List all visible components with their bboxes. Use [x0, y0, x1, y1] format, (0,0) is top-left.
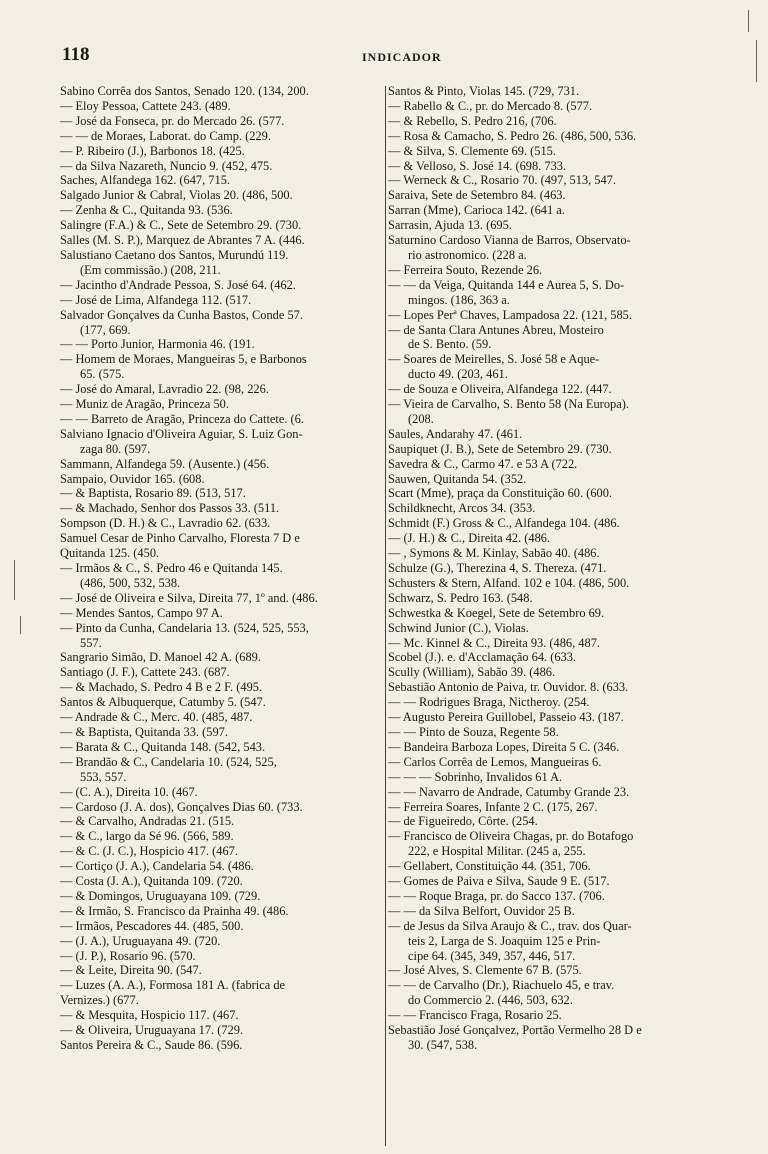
directory-entry-line: — Ferreira Souto, Rezende 26.	[388, 262, 543, 277]
directory-entry-line: (Em commissão.) (208, 211.	[80, 262, 221, 277]
directory-entry-line: Schmidt (F.) Gross & C., Alfandega 104. (486.	[388, 516, 620, 531]
directory-entry-line: Sarran (Mme), Carioca 142. (641 a.	[388, 203, 565, 218]
directory-entry-line: — José Alves, S. Clemente 67 B. (575.	[388, 963, 582, 978]
directory-entry-line: Quitanda 125. (450.	[60, 546, 160, 561]
directory-entry-line: teis 2, Larga de S. Joaquim 125 e Prin-	[408, 933, 601, 948]
directory-entry-line: — — da Silva Belfort, Ouvidor 25 B.	[388, 903, 575, 918]
directory-entry-line: de S. Bento. (59.	[408, 337, 492, 352]
directory-entry-line: — Eloy Pessoa, Cattete 243. (489.	[60, 98, 231, 113]
directory-entry-line: 30. (547, 538.	[408, 1038, 478, 1052]
directory-entry-line: — & Machado, Senhor dos Passos 33. (511.	[60, 501, 280, 516]
directory-entry-line: — Barata & C., Quitanda 148. (542, 543.	[60, 739, 266, 754]
directory-entry-line: — Andrade & C., Merc. 40. (485, 487.	[60, 710, 253, 725]
directory-entry-line: — Brandão & C., Candelaria 10. (524, 525,	[60, 754, 277, 769]
directory-entry-line: — Soares de Meirelles, S. José 58 e Aque-	[388, 352, 600, 367]
directory-entry-line: — José de Oliveira e Silva, Direita 77, 1º and. (486.	[60, 590, 318, 605]
directory-entry-line: ducto 49. (203, 461.	[408, 367, 508, 382]
directory-entry-line: — & Baptista, Quitanda 33. (597.	[60, 724, 228, 739]
directory-entry-line: — Mc. Kinnel & C., Direita 93. (486, 487.	[388, 635, 600, 650]
left-column	[60, 84, 382, 1053]
directory-entry-line: rio astronomico. (228 a.	[408, 247, 527, 262]
directory-entry-line: — (J. P.), Rosario 96. (570.	[60, 948, 196, 963]
column-divider	[385, 86, 386, 1146]
directory-entry-line: — Lopes Perª Chaves, Lampadosa 22. (121, 585.	[388, 307, 632, 322]
directory-entry-line: — Cardoso (J. A. dos), Gonçalves Dias 60. (733.	[60, 799, 303, 814]
directory-entry-line: do Commercio 2. (446, 503, 632.	[408, 993, 573, 1008]
directory-entry-line: Sangrario Simão, D. Manoel 42 A. (689.	[60, 650, 261, 665]
directory-entry-line: (177, 669.	[80, 322, 131, 337]
directory-entry-line: — & Carvalho, Andradas 21. (515.	[60, 814, 235, 829]
directory-entry-line: — Zenha & C., Quitanda 93. (536.	[60, 203, 233, 218]
directory-entry-line: — Augusto Pereira Guillobel, Passeio 43. (187.	[388, 710, 624, 725]
directory-entry-line: (486, 500, 532, 538.	[80, 575, 181, 590]
directory-entry-line: — — Roque Braga, pr. do Sacco 137. (706.	[388, 888, 605, 903]
directory-entry-line: — — Pinto de Souza, Regente 58.	[388, 724, 559, 739]
directory-entry-line: Saupiquet (J. B.), Sete de Setembro 29. (730.	[388, 441, 612, 456]
directory-entry-line: — José de Lima, Alfandega 112. (517.	[60, 292, 252, 307]
directory-entry-line: Salgado Junior & Cabral, Violas 20. (486, 500.	[60, 188, 293, 203]
directory-entry-line: — — Porto Junior, Harmonia 46. (191.	[60, 337, 255, 352]
directory-entry-line: — & Velloso, S. José 14. (698. 733.	[388, 158, 567, 173]
directory-entry-line: Schwestka & Koegel, Sete de Setembro 69.	[388, 605, 605, 620]
directory-entry-line: — de Jesus da Silva Araujo & C., trav. dos Quar-	[388, 918, 632, 933]
directory-entry-line: — Francisco de Oliveira Chagas, pr. do Botafogo	[388, 829, 634, 844]
directory-entry-line: — Homem de Moraes, Mangueiras 5, e Barbonos	[60, 352, 307, 367]
directory-entry-line: Sammann, Alfandega 59. (Ausente.) (456.	[60, 456, 270, 471]
directory-entry-line: — — Navarro de Andrade, Catumby Grande 23.	[388, 784, 630, 799]
directory-entry-line: Santos & Pinto, Violas 145. (729, 731.	[388, 84, 580, 98]
directory-entry-line: 222, e Hospital Militar. (245 a, 255.	[408, 844, 586, 859]
directory-entry-line: — & Rebello, S. Pedro 216, (706.	[388, 113, 557, 128]
directory-entry-line: — & Mesquita, Hospicio 117. (467.	[60, 1008, 239, 1023]
directory-entry-line: — Werneck & C., Rosario 70. (497, 513, 547.	[388, 173, 616, 188]
directory-entry-line: — Rosa & Camacho, S. Pedro 26. (486, 500, 536.	[388, 128, 637, 143]
directory-entry-line: (208.	[408, 411, 434, 426]
directory-entry-line: Salviano Ignacio d'Oliveira Aguiar, S. Luiz Gon-	[60, 426, 303, 441]
directory-entry-line: — — da Veiga, Quitanda 144 e Aurea 5, S. Do-	[388, 277, 625, 292]
directory-entry-line: Saraiva, Sete de Setembro 84. (463.	[388, 188, 566, 203]
directory-entry-line: — (J. H.) & C., Direita 42. (486.	[388, 531, 551, 546]
directory-entry-line: — Costa (J. A.), Quitanda 109. (720.	[60, 874, 243, 889]
directory-entry-line: Salustiano Caetano dos Santos, Murundú 119.	[60, 247, 289, 262]
directory-entry-line: — Ferreira Soares, Infante 2 C. (175, 267.	[388, 799, 598, 814]
directory-entry-line: 553, 557.	[80, 769, 127, 784]
margin-scratch-mark	[748, 10, 749, 32]
directory-entry-line: — & Irmão, S. Francisco da Prainha 49. (486.	[60, 903, 289, 918]
directory-entry-line: — de Figueiredo, Côrte. (254.	[388, 814, 538, 829]
directory-entry-line: — José da Fonseca, pr. do Mercado 26. (577.	[60, 113, 285, 128]
directory-entry-line: Schwind Junior (C.), Violas.	[388, 620, 529, 635]
directory-entry-line: Salles (M. S. P.), Marquez de Abrantes 7 A. (446.	[60, 233, 305, 248]
directory-entry-line: — P. Ribeiro (J.), Barbonos 18. (425.	[60, 143, 245, 158]
directory-entry-line: — & Domingos, Uruguayana 109. (729.	[60, 888, 261, 903]
directory-entry-line: mingos. (186, 363 a.	[408, 292, 510, 307]
running-head: INDICADOR	[362, 50, 442, 64]
directory-entry-line: Schulze (G.), Therezina 4, S. Thereza. (471.	[388, 561, 607, 575]
directory-entry-line: — — Rodrigues Braga, Nictheroy. (254.	[388, 695, 590, 710]
directory-entry-line: — Vieira de Carvalho, S. Bento 58 (Na Europa).	[388, 397, 629, 412]
directory-entry-line: cipe 64. (345, 349, 357, 446, 517.	[408, 948, 576, 963]
directory-entry-line: Schildknecht, Arcos 34. (353.	[388, 501, 536, 516]
directory-entry-line: Saturnino Cardoso Vianna de Barros, Observato-	[388, 233, 631, 248]
directory-entry-line: Schwarz, S. Pedro 163. (548.	[388, 590, 533, 605]
directory-entry-line: — — Francisco Fraga, Rosario 25.	[388, 1008, 562, 1023]
directory-entry-line: — Gomes de Paiva e Silva, Saude 9 E. (517.	[388, 874, 610, 889]
directory-entry-line: 65. (575.	[80, 367, 125, 382]
directory-entry-line: Saules, Andarahy 47. (461.	[388, 426, 523, 441]
directory-entry-line: Scobel (J.). e. d'Acclamação 64. (633.	[388, 650, 577, 665]
directory-entry-line: Santiago (J. F.), Cattete 243. (687.	[60, 665, 230, 680]
directory-entry-line: — — Barreto de Aragão, Princeza do Cattete. (6.	[60, 411, 304, 426]
directory-entry-line: — Pinto da Cunha, Candelaria 13. (524, 525, 553,	[60, 620, 309, 635]
directory-entry-line: — & Leite, Direita 90. (547.	[60, 963, 202, 978]
directory-entry-line: — Bandeira Barboza Lopes, Direita 5 C. (346.	[388, 739, 620, 754]
directory-entry-line: Sampaio, Ouvidor 165. (608.	[60, 471, 205, 486]
directory-entry-line: — Carlos Corrêa de Lemos, Mangueiras 6.	[388, 754, 602, 769]
directory-entry-line: — de Souza e Oliveira, Alfandega 122. (447.	[388, 382, 612, 397]
directory-entry-line: — Mendes Santos, Campo 97 A.	[60, 605, 223, 620]
directory-entry-line: — & Machado, S. Pedro 4 B e 2 F. (495.	[60, 680, 263, 695]
directory-entry-line: Sabino Corrêa dos Santos, Senado 120. (134, 200.	[60, 84, 309, 98]
directory-entry-line: Sarrasin, Ajuda 13. (695.	[388, 218, 512, 233]
directory-entry-line: — Gellabert, Constituição 44. (351, 706.	[388, 859, 591, 874]
directory-entry-line: — & Silva, S. Clemente 69. (515.	[388, 143, 556, 158]
directory-entry-line: — Rabello & C., pr. do Mercado 8. (577.	[388, 98, 593, 113]
directory-entry-line: — (C. A.), Direita 10. (467.	[60, 784, 198, 799]
right-column	[388, 84, 724, 1053]
directory-entry-line: — & C., largo da Sé 96. (566, 589.	[60, 829, 234, 844]
directory-entry-line: Sauwen, Quitanda 54. (352.	[388, 471, 527, 486]
directory-entry-line: — & Baptista, Rosario 89. (513, 517.	[60, 486, 246, 501]
directory-entry-line: — — de Carvalho (Dr.), Riachuelo 45, e trav.	[388, 978, 615, 993]
directory-entry-line: Sebastião José Gonçalvez, Portão Vermelho 28 D e	[388, 1023, 642, 1038]
directory-entry-line: Saches, Alfandega 162. (647, 715.	[60, 173, 230, 188]
directory-entry-line: — Jacintho d'Andrade Pessoa, S. José 64. (462.	[60, 277, 296, 292]
directory-entry-line: — José do Amaral, Lavradio 22. (98, 226.	[60, 382, 269, 397]
directory-entry-line: Samuel Cesar de Pinho Carvalho, Floresta 7 D e	[60, 531, 300, 546]
directory-entry-line: — & C. (J. C.), Hospicio 417. (467.	[60, 844, 238, 859]
directory-entry-line: — Muniz de Aragão, Princeza 50.	[60, 397, 229, 412]
margin-scratch-mark	[14, 560, 15, 600]
directory-entry-line: Vernizes.) (677.	[60, 993, 139, 1008]
directory-entry-line: — (J. A.), Uruguayana 49. (720.	[60, 933, 221, 948]
directory-entry-line: Scart (Mme), praça da Constituição 60. (600.	[388, 486, 612, 501]
directory-entry-line: Savedra & C., Carmo 47. e 53 A (722.	[388, 456, 578, 471]
margin-scratch-mark	[756, 40, 757, 82]
page-header	[62, 44, 722, 70]
directory-entry-line: Salingre (F.A.) & C., Sete de Setembro 29. (730.	[60, 218, 302, 233]
directory-entry-line: Sompson (D. H.) & C., Lavradio 62. (633.	[60, 516, 271, 531]
directory-entry-line: — Luzes (A. A.), Formosa 181 A. (fabrica de	[60, 978, 286, 993]
directory-entry-line: — — de Moraes, Laborat. do Camp. (229.	[60, 128, 271, 143]
directory-entry-line: — de Santa Clara Antunes Abreu, Mosteiro	[388, 322, 604, 337]
directory-entry-line: Salvador Gonçalves da Cunha Bastos, Conde 57.	[60, 307, 303, 322]
directory-entry-line: — Irmãos & C., S. Pedro 46 e Quitanda 145.	[60, 561, 283, 575]
directory-entry-line: — , Symons & M. Kinlay, Sabão 40. (486.	[388, 546, 600, 561]
directory-entry-line: Schusters & Stern, Alfand. 102 e 104. (486, 500.	[388, 575, 630, 590]
directory-entry-line: Sebastião Antonio de Paiva, tr. Ouvidor. 8. (633.	[388, 680, 629, 695]
directory-entry-line: — Irmãos, Pescadores 44. (485, 500.	[60, 918, 244, 933]
directory-entry-line: — — — Sobrinho, Invalidos 61 A.	[388, 769, 563, 784]
directory-entry-line: — Cortiço (J. A.), Candelaria 54. (486.	[60, 859, 254, 874]
page-number: 118	[62, 44, 90, 65]
directory-entry-line: zaga 80. (597.	[80, 441, 151, 456]
directory-entry-line: Santos & Albuquerque, Catumby 5. (547.	[60, 695, 266, 710]
margin-scratch-mark	[20, 616, 21, 634]
directory-entry-line: 557.	[80, 635, 102, 650]
directory-entry-line: Santos Pereira & C., Saude 86. (596.	[60, 1038, 243, 1052]
directory-entry-line: — & Oliveira, Uruguayana 17. (729.	[60, 1023, 244, 1038]
directory-entry-line: Scully (William), Sabão 39. (486.	[388, 665, 556, 680]
directory-entry-line: — da Silva Nazareth, Nuncio 9. (452, 475.	[60, 158, 273, 173]
